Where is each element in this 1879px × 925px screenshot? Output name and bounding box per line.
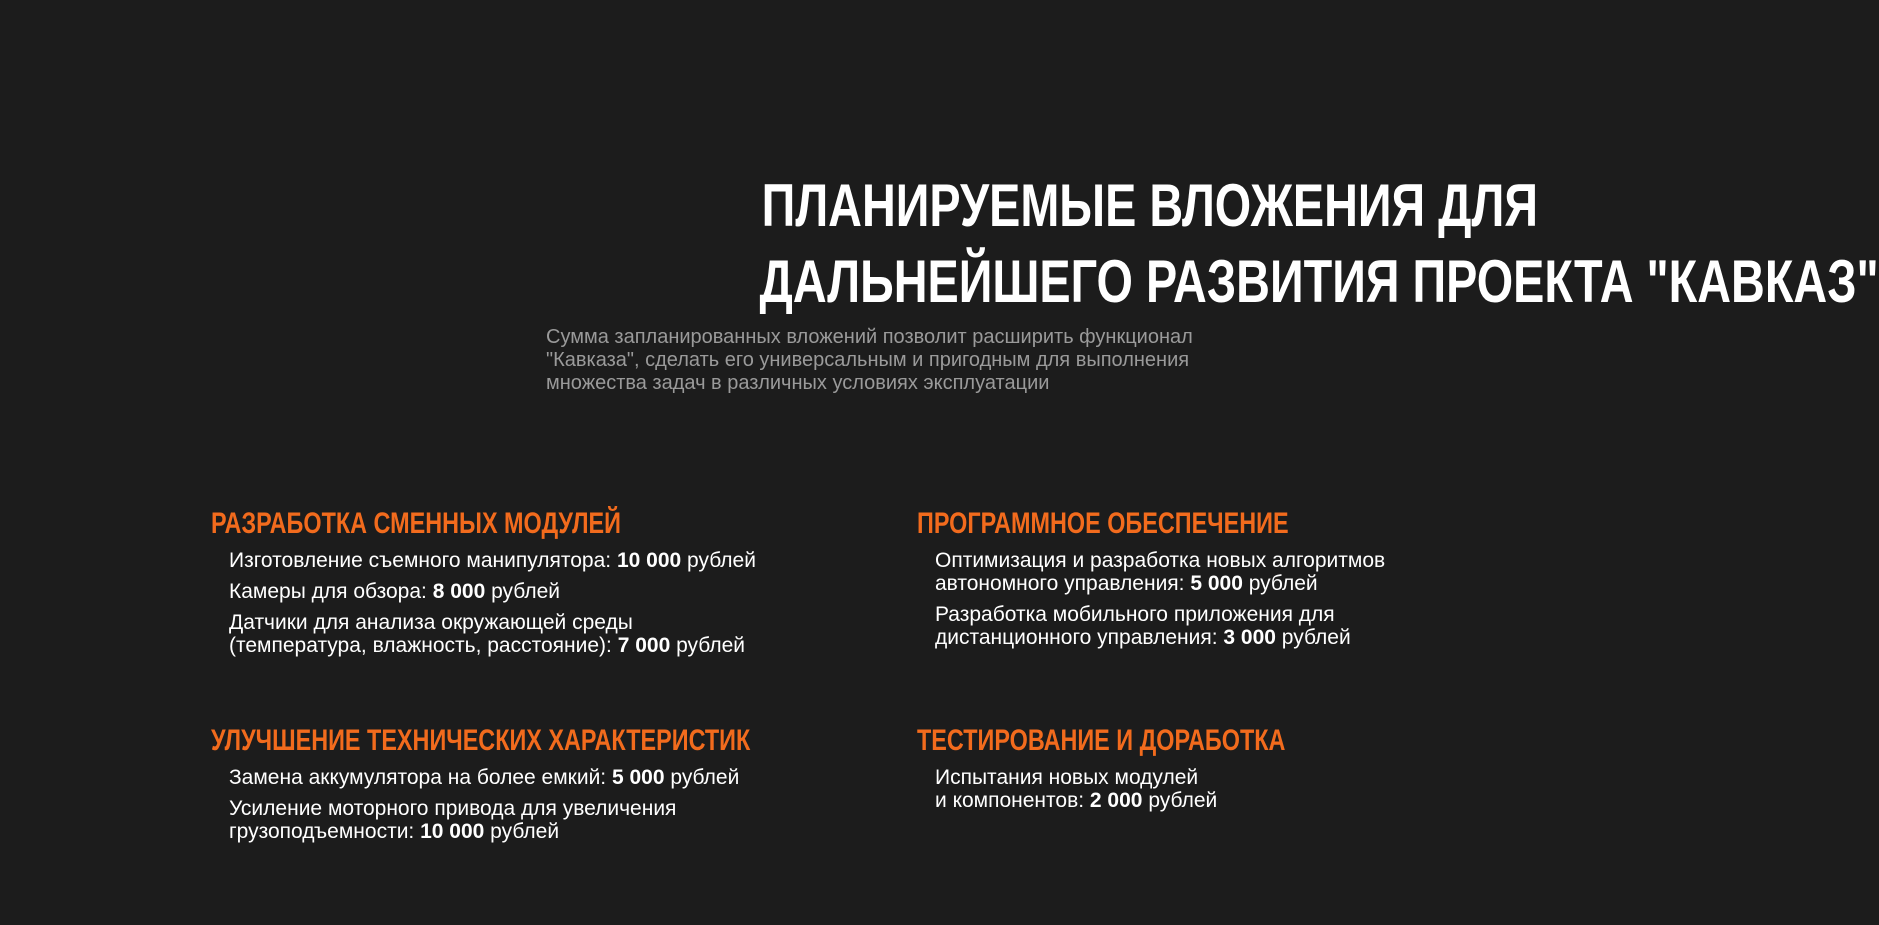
item-line	[229, 820, 902, 843]
item-line	[935, 626, 1393, 649]
section-heading: ТЕСТИРОВАНИЕ И ДОРАБОТКА	[917, 724, 1286, 757]
section-heading: ПРОГРАММНОЕ ОБЕСПЕЧЕНИЕ	[917, 507, 1289, 540]
item-unit: рублей	[670, 634, 746, 657]
item-line: Разработка мобильного приложения для	[935, 603, 1335, 626]
section-item-list	[211, 549, 756, 657]
item-text: Замена аккумулятора на более емкий:	[229, 766, 612, 789]
item-unit: рублей	[484, 820, 560, 843]
section-testing	[917, 724, 1389, 812]
item-line	[935, 789, 1389, 812]
section-heading: УЛУЧШЕНИЕ ТЕХНИЧЕСКИХ ХАРАКТЕРИСТИК	[211, 724, 751, 757]
subtitle-line-2: "Кавказа", сделать его универсальным и пригодным для выполнения	[546, 349, 1190, 371]
page-title-line-2: ДАЛЬНЕЙШЕГО РАЗВИТИЯ ПРОЕКТА "КАВКАЗ"	[759, 248, 1879, 315]
item-text: грузоподъемности:	[229, 820, 421, 843]
item-line	[935, 572, 1393, 595]
item-unit: рублей	[681, 549, 756, 572]
item-line: Оптимизация и разработка новых алгоритмов	[935, 549, 1386, 572]
item-amount: 5 000	[611, 766, 665, 789]
section-software	[917, 507, 1393, 649]
item-unit: рублей	[1142, 789, 1218, 812]
item-line: Датчики для анализа окружающей среды	[229, 611, 633, 634]
item-line	[229, 766, 902, 789]
item-amount: 3 000	[1223, 626, 1276, 649]
item-amount: 5 000	[1190, 572, 1243, 595]
item-line: Испытания новых модулей	[935, 766, 1199, 789]
section-heading: РАЗРАБОТКА СМЕННЫХ МОДУЛЕЙ	[211, 507, 621, 540]
page-title-line-1: ПЛАНИРУЕМЫЕ ВЛОЖЕНИЯ ДЛЯ	[761, 172, 1538, 239]
item-unit: рублей	[485, 580, 561, 603]
list-item	[229, 797, 902, 843]
item-unit: рублей	[664, 766, 740, 789]
item-text: автономного управления:	[935, 572, 1191, 595]
item-line	[229, 549, 756, 572]
section-item-list	[211, 766, 902, 843]
item-unit: рублей	[1275, 626, 1351, 649]
item-amount: 2 000	[1089, 789, 1143, 812]
item-amount: 10 000	[420, 820, 485, 843]
item-amount: 10 000	[616, 549, 682, 572]
item-amount: 8 000	[432, 580, 486, 603]
subtitle-line-3: множества задач в различных условиях эксплуатации	[546, 372, 1050, 394]
list-item	[229, 611, 756, 657]
item-line	[229, 580, 756, 603]
page-subtitle	[546, 326, 1336, 395]
section-technical-improvements	[211, 724, 902, 843]
list-item	[935, 766, 1389, 812]
section-item-list	[917, 549, 1393, 649]
item-amount: 7 000	[617, 634, 671, 657]
subtitle-line-1: Сумма запланированных вложений позволит расширить функционал	[546, 326, 1193, 348]
section-replaceable-modules	[211, 507, 756, 657]
list-item	[229, 580, 756, 603]
item-unit: рублей	[1242, 572, 1318, 595]
page-title	[759, 168, 1879, 320]
list-item	[935, 549, 1393, 595]
item-text: дистанционного управления:	[935, 626, 1224, 649]
item-text: и компонентов:	[935, 789, 1090, 812]
item-text: (температура, влажность, расстояние):	[229, 634, 618, 657]
item-line	[229, 634, 756, 657]
item-text: Изготовление съемного манипулятора:	[229, 549, 617, 572]
section-item-list	[917, 766, 1389, 812]
item-line: Усиление моторного привода для увеличения	[229, 797, 677, 820]
item-text: Камеры для обзора:	[229, 580, 433, 603]
list-item	[229, 766, 902, 789]
list-item	[229, 549, 756, 572]
list-item	[935, 603, 1393, 649]
